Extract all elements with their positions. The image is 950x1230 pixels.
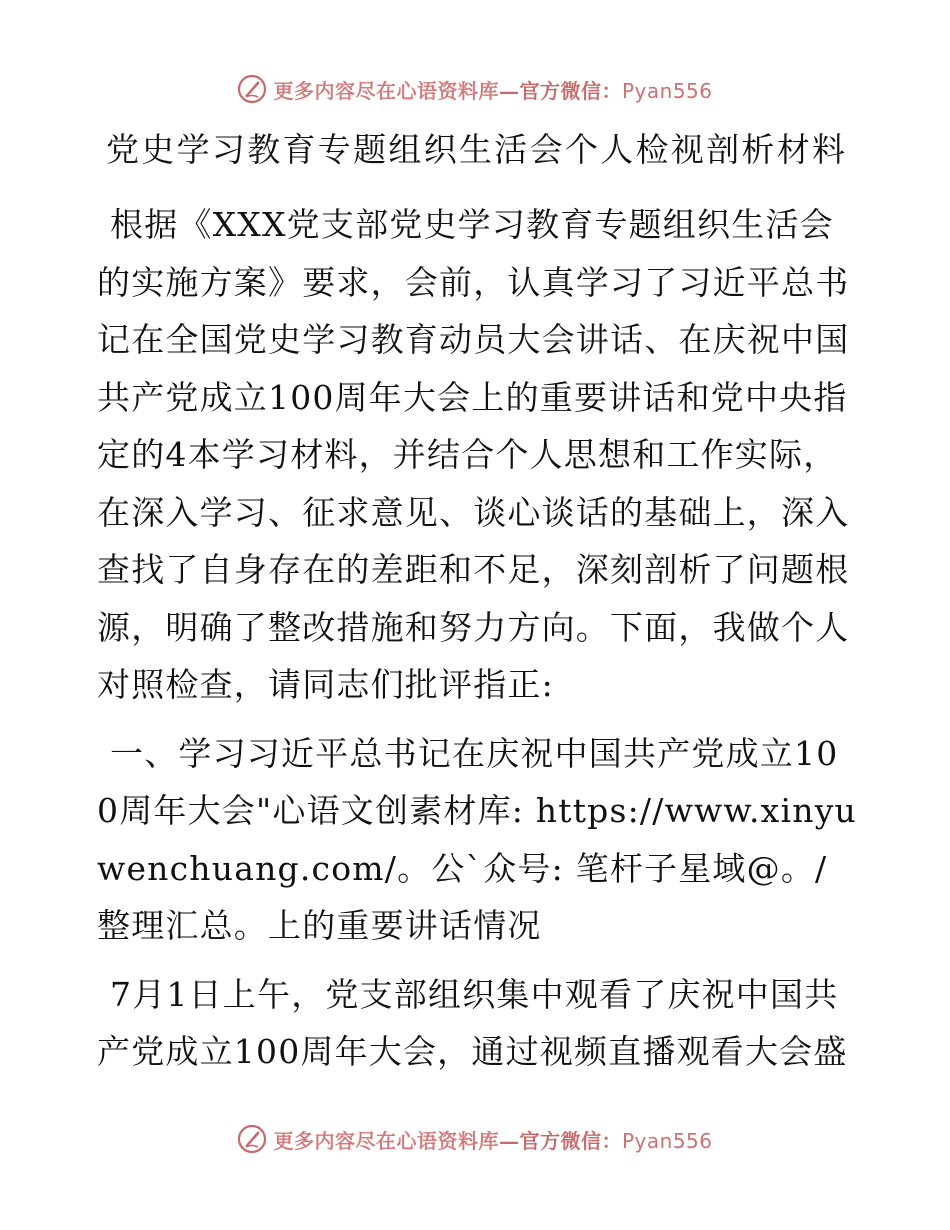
paragraph-july-first: 7月1日上午，党支部组织集中观看了庆祝中国共产党成立100周年大会，通过视频直播观看大会盛	[97, 974, 848, 1071]
quill-circle-logo-icon	[237, 74, 267, 104]
document-title: 党史学习教育专题组织生活会个人检视剖析材料	[106, 130, 848, 169]
header-watermark	[0, 72, 950, 106]
paragraph-section-one-heading: 一、学习习近平总书记在庆祝中国共产党成立100周年大会"心语文创素材库: https://www.xinyuwenchuang.com/。公`众号: 笔杆子星域@。/整理汇总。上的重要讲话情况	[97, 733, 858, 945]
watermark-text: 更多内容尽在心语资料库—官方微信：Pyan556	[273, 78, 713, 103]
watermark-text: 更多内容尽在心语资料库—官方微信：Pyan556	[273, 1128, 713, 1153]
paragraph-intro: 根据《XXX党支部党史学习教育专题组织生活会的实施方案》要求，会前，认真学习了习近平总书记在全国党史学习教育动员大会讲话、在庆祝中国共产党成立100周年大会上的重要讲话和党中央指定的4本学习材料，并结合个人思想和工作实际，在深入学习、征求意见、谈心谈话的基础上，深入查找了自身存在的差距和不足，深刻剖析了问题根源，明确了整改措施和努力方向。下面，我做个人对照检查，请同志们批评指正:	[97, 205, 850, 704]
footer-watermark	[0, 1122, 950, 1156]
document-body	[97, 196, 857, 1092]
quill-circle-logo-icon	[237, 1124, 267, 1154]
